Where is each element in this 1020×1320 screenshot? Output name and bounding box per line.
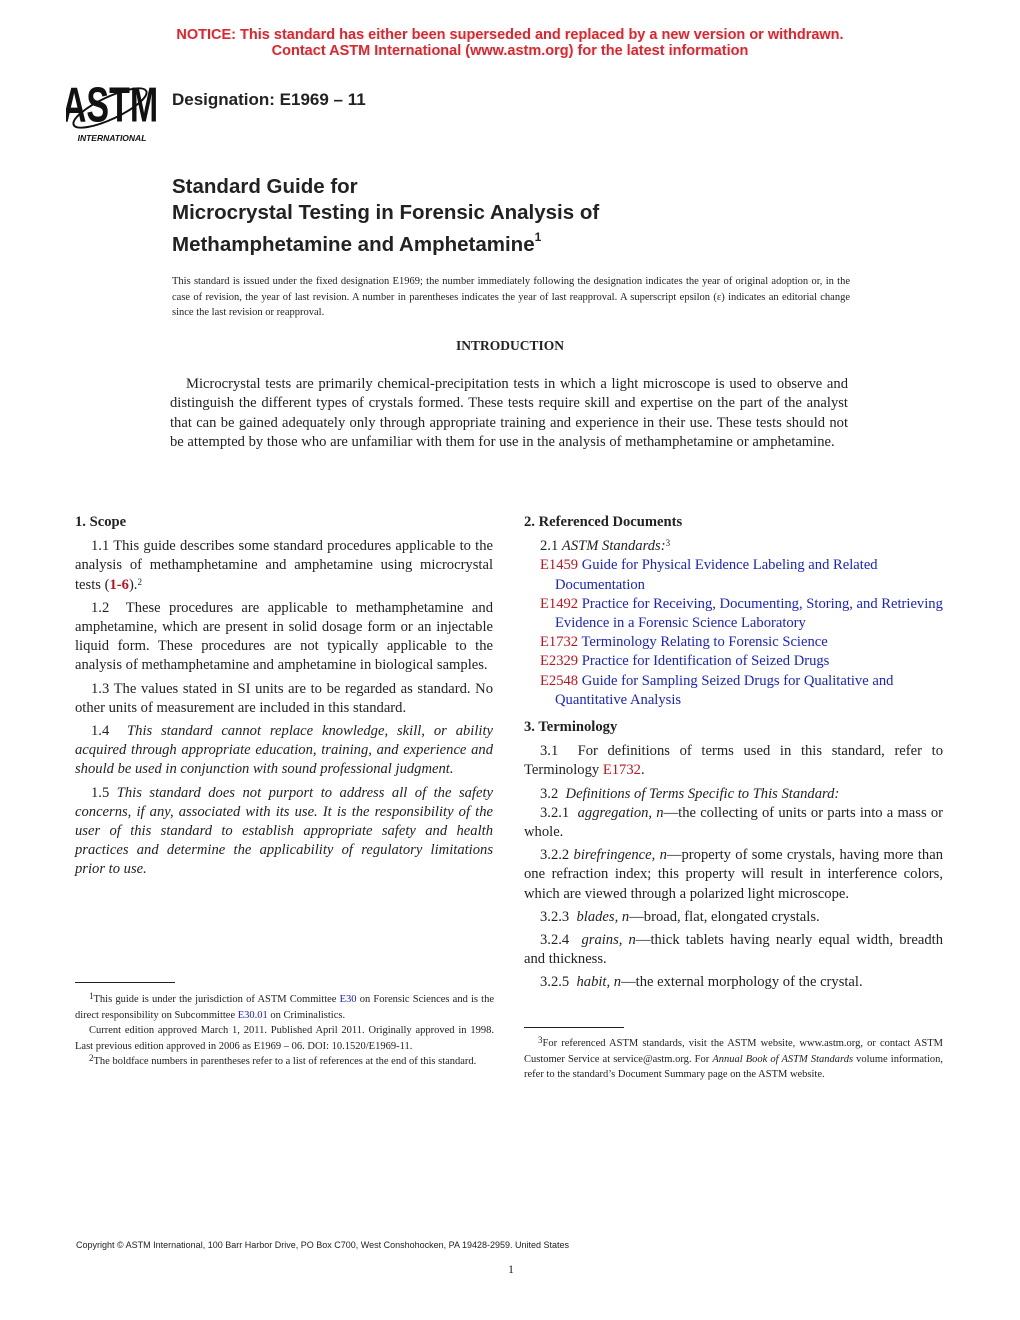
para-num: 1.3 <box>91 680 110 697</box>
term-def: —the external morphology of the crystal. <box>621 974 863 991</box>
standard-title-link[interactable]: Practice for Receiving, Documenting, Storing, and Retrieving Evidence in a Forensic Science Laboratory <box>555 595 943 632</box>
scope-1-1 <box>75 537 493 595</box>
para-num: 1.1 <box>91 538 110 555</box>
term-definition <box>524 908 943 927</box>
footnote-3 <box>524 1036 943 1083</box>
para-text: The values stated in SI units are to be regarded as standard. No other units of measurement are included in this standard. <box>75 680 493 716</box>
term-def: —thick tablets having nearly equal width, breadth and thickness. <box>524 932 943 968</box>
introduction-text: Microcrystal tests are primarily chemical-precipitation tests in which a light microscope is used to observe and distinguish the different types of crystals formed. These tests require skill and expertise on the part of the analyst that can be gained adequately only through appropriate training and experience in their use. These tests should not be attempted by those who are unfamiliar with them for use in the analysis of methamphetamine or amphetamine. <box>170 376 848 450</box>
footnotes-right <box>524 1036 943 1083</box>
scope-heading: 1. Scope <box>75 514 127 530</box>
term-name: aggregation, n <box>577 804 664 821</box>
term-def: —broad, flat, elongated crystals. <box>629 908 820 925</box>
footnote-italic: Annual Book of ASTM Standards <box>712 1053 854 1065</box>
title-line-1: Standard Guide for <box>172 175 358 198</box>
term-name: grains, n <box>581 932 636 949</box>
scope-1-4 <box>75 722 493 780</box>
term-num: 3.2.4 <box>540 932 570 949</box>
terminology-link-e1732[interactable]: E1732 <box>602 762 641 779</box>
footnote-2 <box>75 1054 494 1070</box>
footnote-mark: 2 <box>89 1053 94 1063</box>
term-num: 3.2.1 <box>540 804 570 821</box>
para-num: 3.2 <box>540 785 559 802</box>
standard-title-link[interactable]: Guide for Sampling Seized Drugs for Qualitative and Quantitative Analysis <box>555 672 894 708</box>
referenced-standard[interactable] <box>524 633 943 652</box>
term-name: habit, n <box>576 974 622 991</box>
term-num: 3.2.5 <box>540 974 570 991</box>
footnote-divider <box>524 1027 624 1028</box>
referenced-standard[interactable] <box>524 652 943 671</box>
title-line-2: Microcrystal Testing in Forensic Analysis of <box>172 201 600 224</box>
referenced-documents-heading: 2. Referenced Documents <box>524 514 683 530</box>
issued-note: This standard is issued under the fixed designation E1969; the number immediately following the designation indicates the year of original adoption or, in the case of revision, the year of last revision. A number in parentheses indicates the year of last reapproval. A superscript epsilon (ε) indicates an editorial change since the last revision or reapproval. <box>172 276 850 318</box>
footnote-text: This guide is under the jurisdiction of ASTM Committee <box>93 994 340 1005</box>
term-num: 3.2.3 <box>540 908 570 925</box>
para-text-end: ). <box>128 576 138 593</box>
term-name: blades, n <box>576 908 630 925</box>
notice-line-1: NOTICE: This standard has either been superseded and replaced by a new version or withdrawn. <box>176 27 844 43</box>
standard-code-link[interactable]: E1732 <box>540 634 579 651</box>
para-text: This standard cannot replace knowledge, skill, or ability acquired through appropriate education, training, and experience and should be used in conjunction with sound professional judgment. <box>75 723 493 778</box>
para-num: 2.1 <box>540 538 559 555</box>
term-def: —the collecting of units or parts into a mass or whole. <box>524 804 944 841</box>
para-text: These procedures are applicable to methamphetamine and amphetamine, which are present in solid dosage form or an injectable liquid form. These procedures are not typically applicable to the analysis of methamphetamine and amphetamine in biological samples. <box>75 599 493 674</box>
term-def: —property of some crystals, having more than one refraction index; this property will result in interference colors, which are viewed through a polarized light microscope. <box>524 847 943 902</box>
para-num: 1.2 <box>91 599 110 616</box>
footnotes-left <box>75 992 494 1070</box>
footnote-text: For referenced ASTM standards, visit the ASTM website, www.astm.org, or contact ASTM Customer Service at service@astm.org. For <box>524 1038 943 1065</box>
astm-logo-icon <box>66 78 162 144</box>
footnote-text: on Forensic Sciences and is the direct responsibility on Subcommittee <box>75 994 494 1021</box>
section-referenced-documents <box>524 513 943 997</box>
standard-code-link[interactable]: E2548 <box>540 672 579 689</box>
standard-code-link[interactable]: E2329 <box>540 653 579 670</box>
title-line-3 <box>172 226 599 258</box>
para-text: This standard does not purport to address all of the safety concerns, if any, associated with its use. It is the responsibility of the user of this standard to establish appropriate safety and health practices and determine the applicability of regulatory limitations prior to use. <box>75 784 493 878</box>
para-text-end: . <box>640 762 645 779</box>
section-scope <box>75 513 493 884</box>
para-text: For definitions of terms used in this standard, refer to Terminology <box>524 743 943 779</box>
para-text: ASTM Standards: <box>561 538 666 555</box>
footnote-mark: 3 <box>538 1035 543 1045</box>
reference-link[interactable]: 1-6 <box>109 576 129 593</box>
footnote-mark[interactable]: 3 <box>665 538 671 549</box>
committee-link-e30[interactable]: E30 <box>339 994 357 1005</box>
referenced-standard[interactable] <box>524 672 943 710</box>
standard-code-link[interactable]: E1492 <box>540 595 579 612</box>
para-text: Definitions of Terms Specific to This Standard: <box>565 785 840 802</box>
term-definition <box>524 973 943 992</box>
subcommittee-link-e3001[interactable]: E30.01 <box>237 1009 268 1021</box>
footnote-text: volume information, refer to the standard’s Document Summary page on the ASTM website. <box>524 1053 943 1080</box>
footnote-text: The boldface numbers in parentheses refer to a list of references at the end of this standard. <box>93 1056 477 1067</box>
scope-1-3 <box>75 680 493 718</box>
standard-title-link[interactable]: Guide for Physical Evidence Labeling and Related Documentation <box>555 557 878 593</box>
para-num: 1.4 <box>91 723 110 740</box>
term-definition <box>524 804 943 842</box>
terminology-heading: 3. Terminology <box>524 719 618 736</box>
term-num: 3.2.2 <box>540 847 570 864</box>
terminology-3-2 <box>524 785 943 804</box>
footnote-text: on Criminalistics. <box>267 1009 346 1021</box>
footnote-mark: 1 <box>89 991 94 1001</box>
page-number: 1 <box>508 1262 514 1276</box>
terminology-3-1 <box>524 742 943 780</box>
title-line-3-text: Methamphetamine and Amphetamine <box>172 232 535 256</box>
scope-1-5 <box>75 784 493 880</box>
standard-title-link[interactable]: Terminology Relating to Forensic Science <box>581 634 828 651</box>
term-definition <box>524 931 943 969</box>
notice-line-2: Contact ASTM International (www.astm.org) for the latest information <box>271 43 749 59</box>
designation: Designation: E1969 – 11 <box>172 90 366 109</box>
document-title <box>172 174 599 258</box>
standard-code-link[interactable]: E1459 <box>540 557 579 574</box>
logo-text: ASTM <box>66 78 159 132</box>
para-text: This guide describes some standard procedures applicable to the analysis of methamphetamine and amphetamine using microcrystal tests ( <box>75 538 493 593</box>
para-num: 3.1 <box>540 743 559 760</box>
standard-title-link[interactable]: Practice for Identification of Seized Drugs <box>581 653 830 670</box>
copyright: Copyright © ASTM International, 100 Barr Harbor Drive, PO Box C700, West Conshohocken, PA 19428-2959. United States <box>76 1240 570 1250</box>
referenced-standard[interactable] <box>524 556 943 594</box>
para-num: 1.5 <box>91 784 110 801</box>
term-definition <box>524 846 943 904</box>
footnote-1 <box>75 992 494 1023</box>
term-name: birefringence, n <box>573 847 667 864</box>
footnote-1-edition: Current edition approved March 1, 2011. Published April 2011. Originally approved in 1998. Last previous edition approved in 2006 as E1969 – 06. DOI: 10.1520/E1969-11. <box>75 1025 494 1052</box>
referenced-standard[interactable] <box>524 595 943 633</box>
astm-standards-label <box>524 537 943 556</box>
scope-1-2 <box>75 599 493 676</box>
introduction-heading: INTRODUCTION <box>455 338 564 353</box>
title-footnote-mark[interactable]: 1 <box>534 230 542 244</box>
footnote-divider <box>75 982 175 983</box>
footnote-mark[interactable]: 2 <box>137 576 142 587</box>
logo-subtext: INTERNATIONAL <box>77 133 147 143</box>
